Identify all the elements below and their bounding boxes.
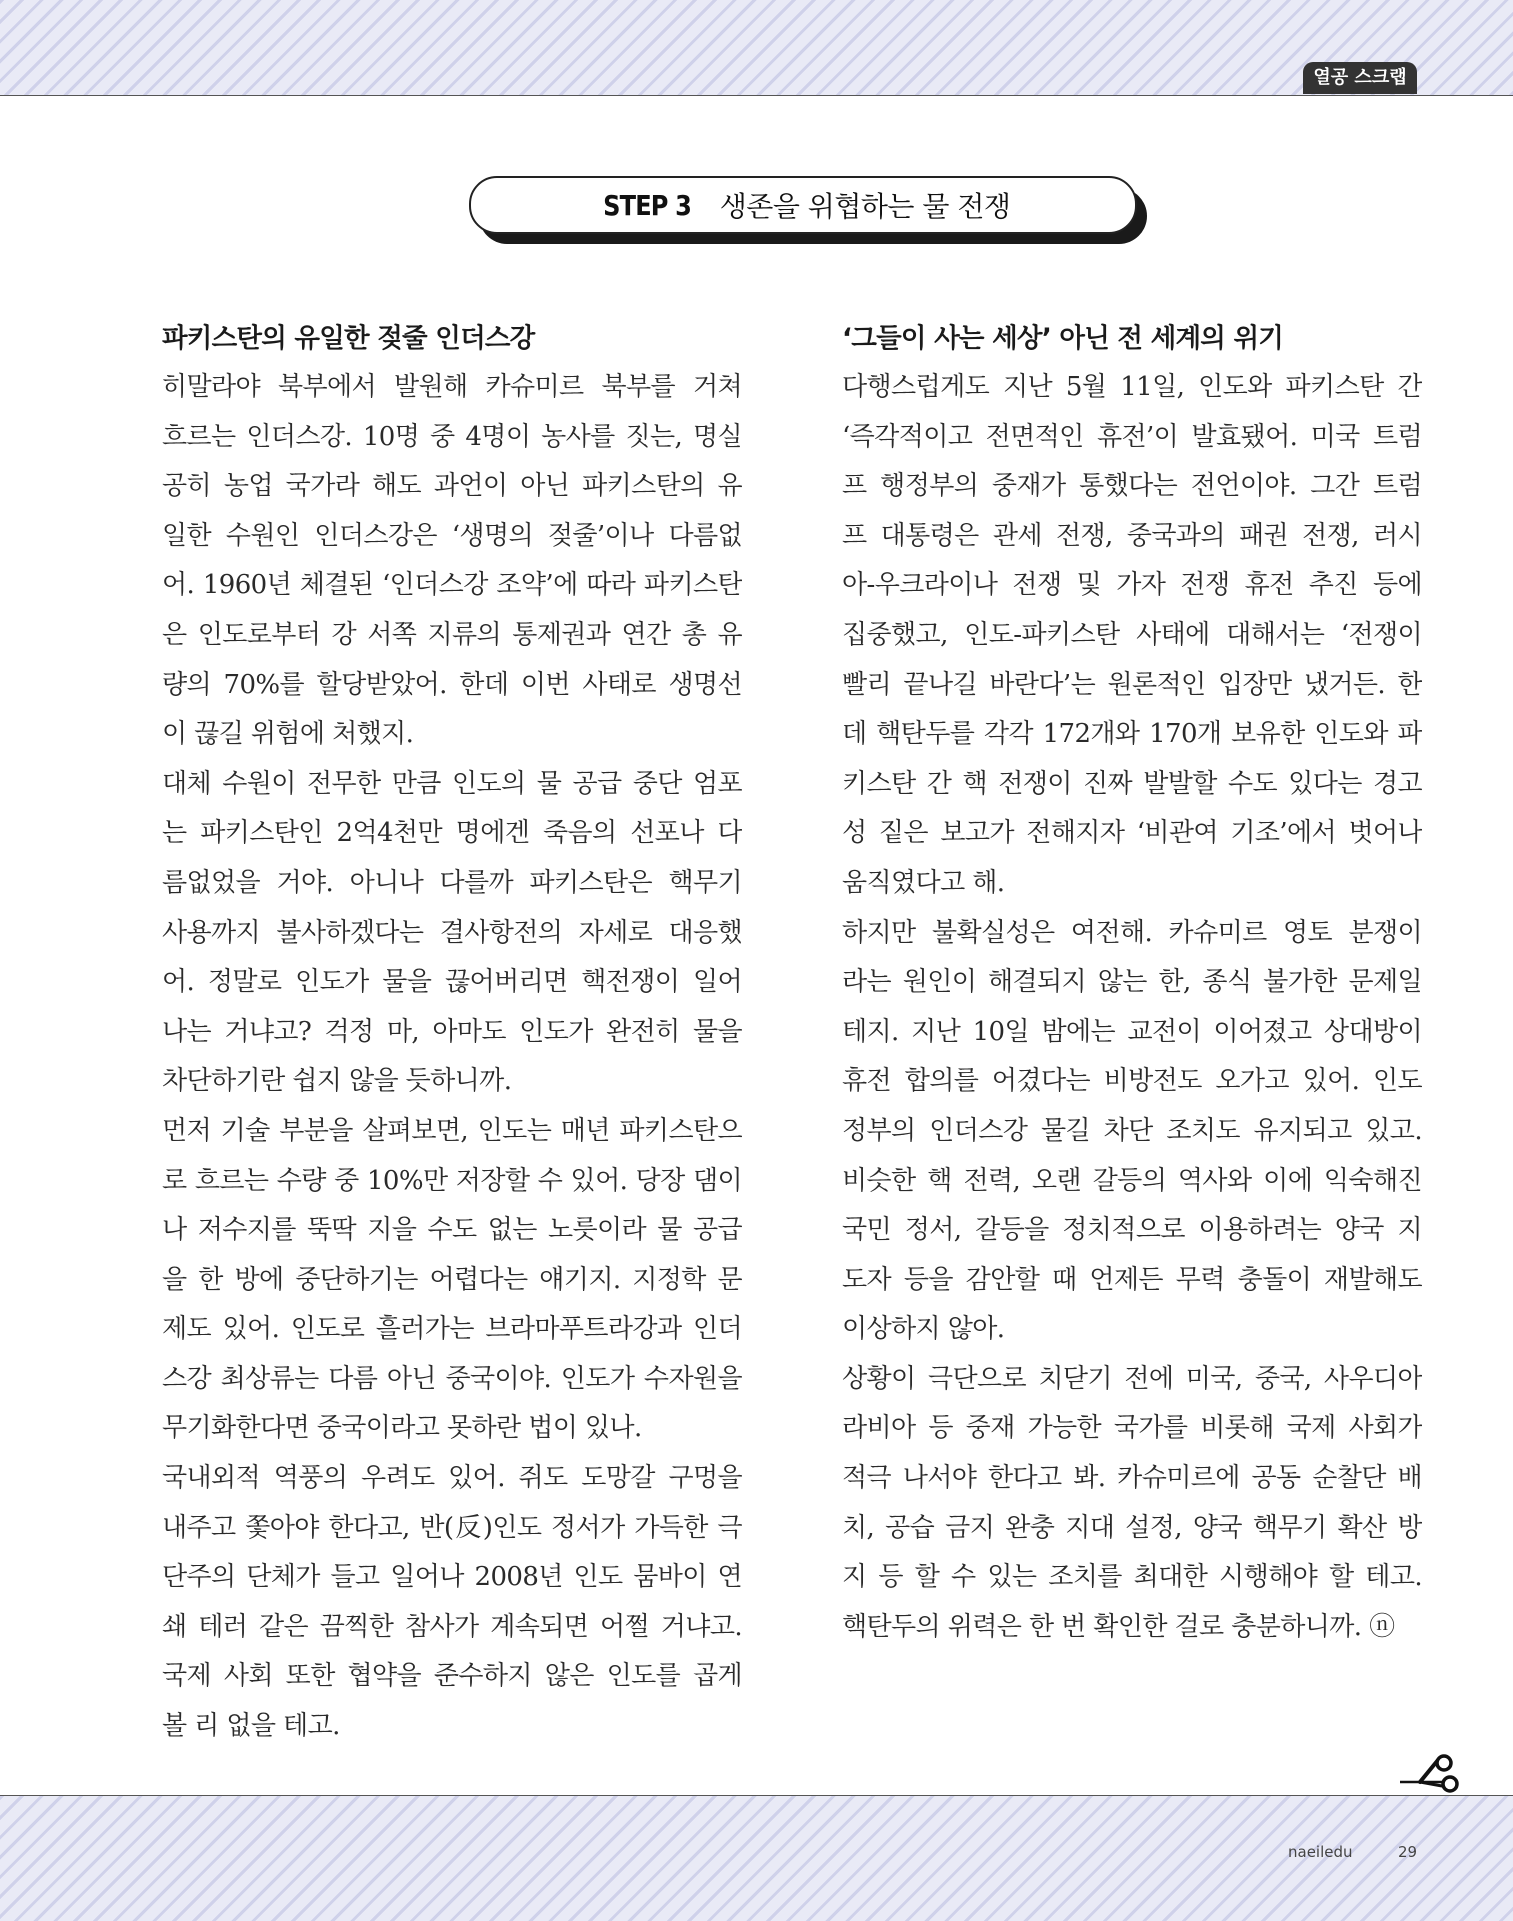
- step-title: 생존을 위협하는 물 전쟁: [719, 190, 1011, 223]
- body-line: 다행스럽게도 지난 5월 11일, 인도와 파키스탄 간: [842, 372, 1422, 402]
- body-line: 히말라야 북부에서 발원해 카슈미르 북부를 거쳐: [162, 372, 742, 402]
- body-line: 이상하지 않아.: [842, 1314, 1005, 1345]
- step-banner: [469, 176, 1145, 238]
- body-line: 이 끊길 위험에 처했지.: [162, 719, 414, 750]
- body-line: 어. 1960년 체결된 ‘인더스강 조약’에 따라 파키스탄: [162, 570, 742, 601]
- right-body: [842, 363, 1422, 1652]
- body-line: 아-우크라이나 전쟁 및 가자 전쟁 휴전 추진 등에: [842, 570, 1422, 601]
- step-banner-box: [469, 176, 1137, 234]
- body-line: 량의 70%를 할당받았어. 한데 이번 사태로 생명선: [162, 669, 742, 700]
- left-body: [162, 363, 742, 1752]
- body-line: 먼저 기술 부분을 살펴보면, 인도는 매년 파키스탄으: [162, 1115, 742, 1146]
- header-band: [0, 0, 1513, 96]
- body-line: 도자 등을 감안할 때 언제든 무력 충돌이 재발해도: [842, 1264, 1422, 1295]
- body-line: 데 핵탄두를 각각 172개와 170개 보유한 인도와 파: [842, 719, 1422, 750]
- body-line: 프 대통령은 관세 전쟁, 중국과의 패권 전쟁, 러시: [842, 520, 1422, 551]
- body-line: 름없었을 거야. 아니나 다를까 파키스탄은 핵무기: [162, 867, 742, 898]
- body-line: 치, 공습 금지 완충 지대 설정, 양국 핵무기 확산 방: [842, 1512, 1422, 1543]
- body-line: 은 인도로부터 강 서쪽 지류의 통제권과 연간 총 유: [162, 619, 742, 650]
- body-line: 지 등 할 수 있는 조치를 최대한 시행해야 할 테고.: [842, 1562, 1422, 1593]
- body-line: 빨리 끝나길 바란다’는 원론적인 입장만 냈거든. 한: [842, 669, 1422, 700]
- body-line: 핵탄두의 위력은 한 번 확인한 걸로 충분하니까. ⓝ: [842, 1611, 1395, 1642]
- body-line: 흐르는 인더스강. 10명 중 4명이 농사를 짓는, 명실: [162, 421, 742, 452]
- body-line: 국민 정서, 갈등을 정치적으로 이용하려는 양국 지: [842, 1215, 1422, 1246]
- body-line: 내주고 쫓아야 한다고, 반(反)인도 정서가 가득한 극: [162, 1512, 742, 1543]
- body-line: 무기화한다면 중국이라고 못하란 법이 있나.: [162, 1413, 642, 1444]
- body-line: 정부의 인더스강 물길 차단 조치도 유지되고 있고.: [842, 1115, 1422, 1146]
- body-line: 스강 최상류는 다름 아닌 중국이야. 인도가 수자원을: [162, 1363, 742, 1394]
- body-line: 공히 농업 국가라 해도 과언이 아닌 파키스탄의 유: [162, 471, 742, 502]
- section-tag: 열공 스크랩: [1303, 62, 1417, 94]
- right-heading: ‘그들이 사는 세상’ 아닌 전 세계의 위기: [842, 323, 1284, 354]
- body-line: 키스탄 간 핵 전쟁이 진짜 발발할 수도 있다는 경고: [842, 768, 1422, 799]
- body-line: 적극 나서야 한다고 봐. 카슈미르에 공동 순찰단 배: [842, 1463, 1422, 1494]
- body-line: 대체 수원이 전무한 만큼 인도의 물 공급 중단 엄포: [162, 768, 742, 799]
- left-heading: 파키스탄의 유일한 젖줄 인더스강: [162, 323, 535, 354]
- body-line: ‘즉각적이고 전면적인 휴전’이 발효됐어. 미국 트럼: [842, 421, 1422, 452]
- scissors-icon: [1398, 1752, 1462, 1796]
- body-line: 사용까지 불사하겠다는 결사항전의 자세로 대응했: [162, 917, 742, 948]
- body-line: 나 저수지를 뚝딱 지을 수도 없는 노릇이라 물 공급: [162, 1215, 742, 1246]
- footer-band: [0, 1795, 1513, 1921]
- body-line: 테지. 지난 10일 밤에는 교전이 이어졌고 상대방이: [842, 1016, 1422, 1047]
- body-line: 는 파키스탄인 2억4천만 명에겐 죽음의 선포나 다: [162, 818, 742, 849]
- left-column: [162, 315, 742, 1752]
- body-line: 라비아 등 중재 가능한 국가를 비롯해 국제 사회가: [842, 1413, 1422, 1444]
- body-line: 단주의 단체가 들고 일어나 2008년 인도 뭄바이 연: [162, 1562, 742, 1593]
- body-line: 하지만 불확실성은 여전해. 카슈미르 영토 분쟁이: [842, 917, 1422, 948]
- body-line: 움직였다고 해.: [842, 867, 1005, 898]
- right-column: [842, 315, 1422, 1652]
- body-line: 차단하기란 쉽지 않을 듯하니까.: [162, 1066, 512, 1097]
- body-line: 국내외적 역풍의 우려도 있어. 쥐도 도망갈 구멍을: [162, 1463, 742, 1494]
- step-label: STEP 3: [602, 188, 691, 222]
- body-line: 프 행정부의 중재가 통했다는 전언이야. 그간 트럼: [842, 471, 1422, 502]
- body-line: 집중했고, 인도-파키스탄 사태에 대해서는 ‘전쟁이: [842, 619, 1422, 650]
- body-line: 성 짙은 보고가 전해지자 ‘비관여 기조’에서 벗어나: [842, 818, 1422, 849]
- body-line: 제도 있어. 인도로 흘러가는 브라마푸트라강과 인더: [162, 1314, 742, 1345]
- body-line: 로 흐르는 수량 중 10%만 저장할 수 있어. 당장 댐이: [162, 1165, 742, 1196]
- body-line: 볼 리 없을 테고.: [162, 1711, 340, 1742]
- page-number: 29: [1398, 1843, 1418, 1861]
- body-line: 비슷한 핵 전력, 오랜 갈등의 역사와 이에 익숙해진: [842, 1165, 1422, 1196]
- body-line: 라는 원인이 해결되지 않는 한, 종식 불가한 문제일: [842, 967, 1422, 998]
- body-line: 상황이 극단으로 치닫기 전에 미국, 중국, 사우디아: [842, 1363, 1422, 1394]
- body-line: 을 한 방에 중단하기는 어렵다는 얘기지. 지정학 문: [162, 1264, 742, 1295]
- body-line: 어. 정말로 인도가 물을 끊어버리면 핵전쟁이 일어: [162, 967, 742, 998]
- footer-site: naeiledu: [1288, 1843, 1353, 1861]
- body-line: 쇄 테러 같은 끔찍한 참사가 계속되면 어쩔 거냐고.: [162, 1611, 742, 1642]
- body-line: 국제 사회 또한 협약을 준수하지 않은 인도를 곱게: [162, 1661, 742, 1692]
- body-line: 나는 거냐고? 걱정 마, 아마도 인도가 완전히 물을: [162, 1016, 742, 1047]
- body-line: 일한 수원인 인더스강은 ‘생명의 젖줄’이나 다름없: [162, 520, 742, 551]
- body-line: 휴전 합의를 어겼다는 비방전도 오가고 있어. 인도: [842, 1066, 1422, 1097]
